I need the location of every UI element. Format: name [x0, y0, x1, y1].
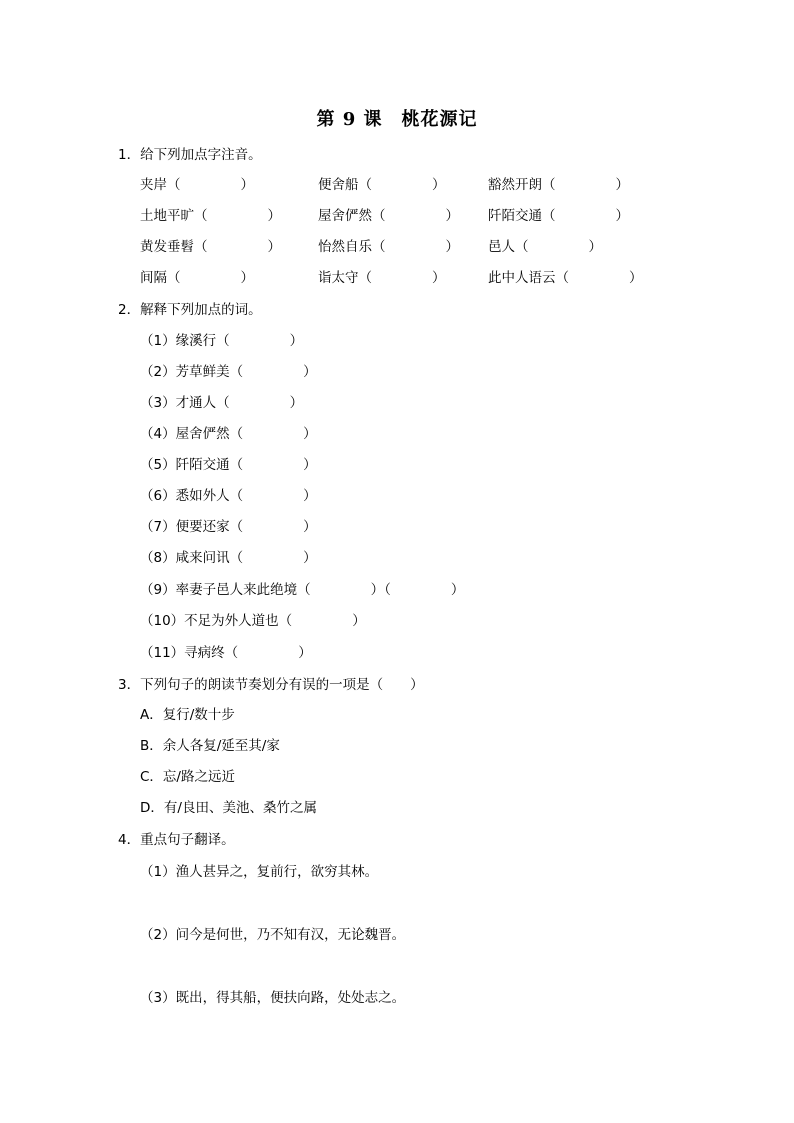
q2-item: （6）悉如外人（ ） [140, 488, 317, 504]
q4-heading: 4．重点句子翻译。 [118, 832, 235, 848]
q1-item: 诣太守（ ） [318, 270, 446, 286]
q3-option-a: A．复行/数十步 [140, 707, 235, 723]
page-title: 第 9 课 桃花源记 [316, 109, 478, 130]
q1-item: 土地平旷（ ） [140, 208, 281, 224]
q1-item: 阡陌交通（ ） [488, 208, 629, 224]
q2-item: （4）屋舍俨然（ ） [140, 426, 317, 442]
q2-item: （5）阡陌交通（ ） [140, 457, 317, 473]
q2-item: （9）率妻子邑人来此绝境（ ）（ ） [140, 582, 465, 598]
q4-item: （1）渔人甚异之，复前行，欲穷其林。 [140, 864, 379, 880]
q1-item: 便舍船（ ） [318, 177, 446, 193]
q1-item: 夹岸（ ） [140, 177, 254, 193]
q1-item: 邑人（ ） [488, 239, 602, 255]
q3-option-d: D．有/良田、美池、桑竹之属 [140, 800, 317, 816]
q1-item: 间隔（ ） [140, 270, 254, 286]
q4-item: （3）既出，得其船，便扶向路，处处志之。 [140, 990, 406, 1006]
q2-heading: 2．解释下列加点的词。 [118, 302, 262, 318]
q1-item: 屋舍俨然（ ） [318, 208, 459, 224]
q2-item: （8）咸来问讯（ ） [140, 550, 317, 566]
q4-item: （2）问今是何世，乃不知有汉，无论魏晋。 [140, 927, 406, 943]
q3-option-c: C．忘/路之远近 [140, 769, 235, 785]
q2-item: （7）便要还家（ ） [140, 519, 317, 535]
q2-item: （10）不足为外人道也（ ） [140, 613, 366, 629]
q2-item: （2）芳草鲜美（ ） [140, 364, 317, 380]
q3-option-b: B．余人各复/延至其/家 [140, 738, 280, 754]
q2-item: （11）寻病终（ ） [140, 645, 312, 661]
q3-heading: 3．下列句子的朗读节奏划分有误的一项是（ ） [118, 677, 424, 693]
q1-item: 黄发垂髫（ ） [140, 239, 281, 255]
q1-heading: 1．给下列加点字注音。 [118, 147, 262, 163]
q2-item: （1）缘溪行（ ） [140, 333, 304, 349]
q2-item: （3）才通人（ ） [140, 395, 304, 411]
q1-item: 此中人语云（ ） [488, 270, 643, 286]
q1-item: 豁然开朗（ ） [488, 177, 629, 193]
q1-item: 怡然自乐（ ） [318, 239, 459, 255]
